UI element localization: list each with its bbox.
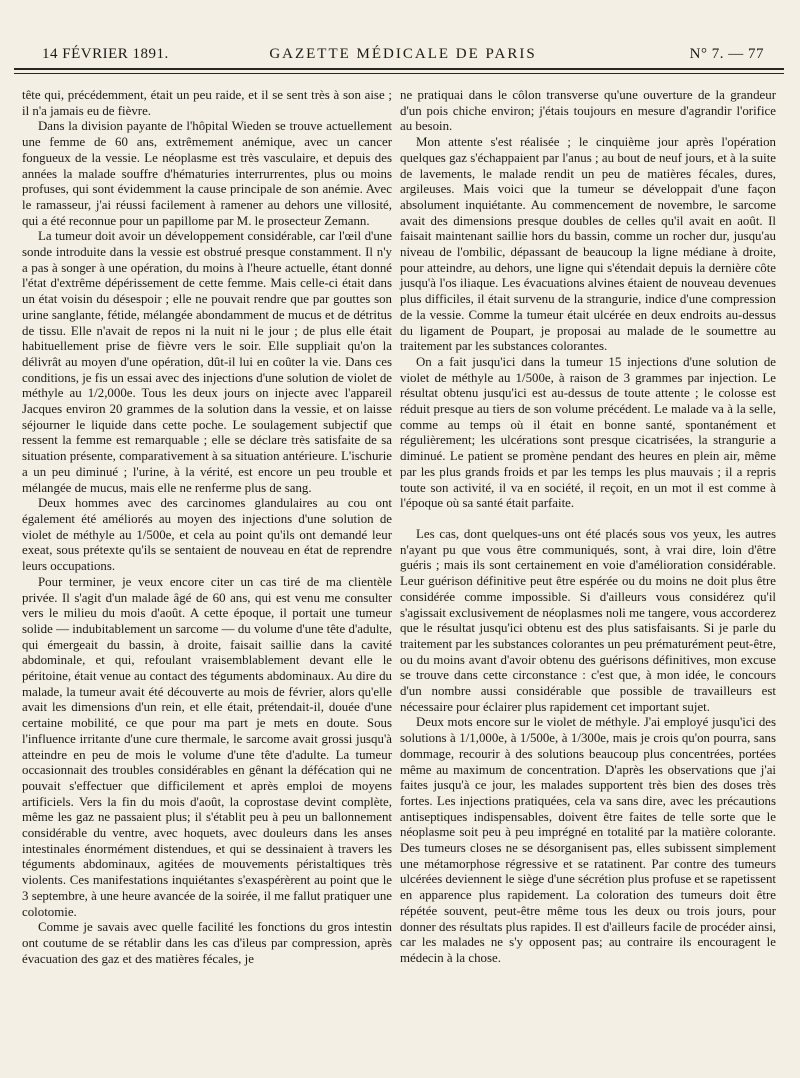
paragraph: ne pratiquai dans le côlon transverse qu'une ouverture de la grandeur d'un pois chiche environ; j'étais toujours en mesure d'agrandir l'orifice au besoin. bbox=[400, 88, 776, 134]
issue-date: 14 FÉVRIER 1891. bbox=[42, 46, 169, 62]
header-rule bbox=[14, 68, 784, 74]
running-head bbox=[42, 46, 764, 64]
left-column bbox=[22, 88, 392, 967]
paragraph: Deux hommes avec des carcinomes glandulaires au cou ont également été améliorés au moyen des injections d'une solution de violet de méthyle au 1/500e, et cela au point qu'ils ont demandé leur exeat, sous prétexte qu'ils se sentaient de nouveau en état de reprendre leurs occupations. bbox=[22, 496, 392, 574]
paragraph: La tumeur doit avoir un développement considérable, car l'œil d'une sonde introduite dans la vessie est obstrué presque constamment. Il n'y a pas à songer à une opération, du moins à l'heure actuelle, étant donné l'état d'extrême dépérissement de cette femme. Mais celle-ci était dans un état voisin du désespoir ; elle ne pouvait rendre que par gouttes son urine sanglante, fétide, mélangée abondamment de mucus et de détritus de tissu. Elle n'avait de repos ni la nuit ni le jour ; de plus elle était habituellement prise de fièvre vers le soir. Elle suppliait qu'on la délivrât au moyen d'une opération, dût-il lui en coûter la vie. Dans ces conditions, je fis un essai avec des injections d'une solution de violet de méthyle au 1/2,000e. Tous les deux jours on injecte avec l'appareil Jacques environ 20 grammes de la solution dans la vessie, et on laisse séjourner le liquide dans cette poche. Le soulagement subjectif que ressent la femme est remarquable ; elle se déclare très satisfaite de sa situation présente, comparativement à sa situation antérieure. L'ischurie a un peu diminué ; l'urine, à la vérité, est encore un peu trouble et mélangée de mucus, mais elle ne renferme plus de sang. bbox=[22, 229, 392, 495]
paragraph: Dans la division payante de l'hôpital Wieden se trouve actuellement une femme de 60 ans, extrêmement anémique, avec un cancer fongueux de la vessie. Le néoplasme est très vasculaire, et depuis des années la malade souffre d'hématuries interrurrentes, plus ou moins profuses, qui sont évidemment la cause principale de son anémie. Avec le ramasseur, j'ai réussi facilement à ramener au dehors une villosité, qui a été reconnue pour un papillome par M. le prosecteur Zemann. bbox=[22, 119, 392, 228]
paragraph: Pour terminer, je veux encore citer un cas tiré de ma clientèle privée. Il s'agit d'un malade âgé de 60 ans, qui est venu me consulter vers le milieu du mois d'août. A cette époque, il portait une tumeur solide — indubitablement un sarcome — du volume d'une tête d'adulte, qui émergeait du bassin, à droite, faisait saillie dans la cavité abdominale, et qui, refoulant vraisemblablement devant elle le péritoine, était venue au contact des téguments abdominaux. Au dire du malade, la tumeur avait été découverte au mois de février, alors qu'elle avait les dimensions d'un rein, et elle était, prétendait-il, douée d'une certaine mobilité, ce que pour ma part je mets en doute. Sous l'influence irritante d'une cure thermale, le sarcome avait grossi jusqu'à atteindre en peu de mois le volume d'une tête d'adulte. La tumeur occasionnait des troubles considérables en gênant la défécation qui ne pouvait s'effectuer que difficilement et après emploi de moyens artificiels. Vers la fin du mois d'août, la coprostase devint complète, même les gaz ne passaient plus; il s'établit peu à peu un ballonnement considérable du ventre, avec hoquets, avec douleurs dans les anses intestinales énormément distendues, et qui se dessinaient à travers les téguments abdominaux, agitées de mouvements péristaltiques très violents. Ces manifestations inquiétantes s'exaspérèrent au point que le 3 septembre, à une heure avancée de la soirée, il me fallut pratiquer une colotomie. bbox=[22, 574, 392, 919]
paragraph: Les cas, dont quelques-uns ont été placés sous vos yeux, les autres n'ayant pu que vous être communiqués, sont, à vrai dire, loin d'être guéris ; mais ils sont certainement en voie d'amélioration considérable. Leur guérison définitive peut être espérée ou du moins ne doit plus être considérée comme impossible. Si d'ailleurs vous considérez qu'il s'agissait exclusivement de néoplasmes noli me tangere, vous accorderez que le résultat jusqu'ici obtenu est des plus satisfaisants. Si je parle du traitement par les substances colorantes un peu prématurément peut-être, ou du moins avant d'avoir obtenu des guérisons définitives, mon excuse se trouve dans cette circonstance : c'est que, à mon idée, le concours d'un nombre aussi considérable que possible de travailleurs est nécessaire pour éclairer plus rapidement cet important sujet. bbox=[400, 526, 776, 714]
journal-title: GAZETTE MÉDICALE DE PARIS bbox=[269, 46, 537, 62]
paragraph: Mon attente s'est réalisée ; le cinquième jour après l'opération quelques gaz s'échappaient par l'anus ; au bout de neuf jours, et à la suite de lavements, le malade rendit un peu de matières fécales, dures, argileuses. Mais voici que la tumeur se développait d'une façon absolument inquiétante. Au commencement de novembre, le sarcome avait des dimensions presque doubles de celles qu'il avait en août. Il faisait maintenant saillie hors du bassin, comme un rocher dur, jusqu'au niveau de l'ombilic, dépassant de beaucoup la ligne médiane à droite, pour atteindre, au dehors, une ligne qui s'étendait depuis la dernière côte jusqu'à l'os iliaque. Les évacuations alvines étaient de nouveau devenues plus difficiles, il était survenu de la strangurie, indice d'une compression de la vessie. Comme la tumeur était ulcérée en deux endroits au-dessus du ligament de Poupart, je proposai au malade de le soumettre au traitement par les substances colorantes. bbox=[400, 135, 776, 354]
paragraph: On a fait jusqu'ici dans la tumeur 15 injections d'une solution de violet de méthyle au 1/500e, à raison de 3 grammes par injection. Le résultat obtenu jusqu'ici est au-dessus de toute attente ; le colosse est réduit presque au tiers de son volume précédent. Le malade va à la selle, comme au temps où il était en bonne santé, spontanément et régulièrement; les ulcérations sont presque cicatrisées, la strangurie a diminué. Le patient se promène pendant des heures en plein air, même par les plus grands froids et par les temps les plus mauvais ; il a repris toute son activité, il va en société, il reçoit, en un mot il est comme à l'époque où sa santé était parfaite. bbox=[400, 354, 776, 511]
section-gap bbox=[400, 512, 776, 527]
issue-page-number: N° 7. — 77 bbox=[689, 46, 764, 62]
paragraph: tête qui, précédemment, était un peu raide, et il se sent très à son aise ; il n'a jamais eu de fièvre. bbox=[22, 88, 392, 118]
right-column bbox=[400, 88, 776, 967]
paragraph: Deux mots encore sur le violet de méthyle. J'ai employé jusqu'ici des solutions à 1/1,000e, à 1/500e, à 1/300e, mais je crois qu'on pourra, sans dommage, recourir à des solutions beaucoup plus concentrées, portées même au maximum de concentration. D'après les observations que j'ai faites jusqu'à ce jour, les malades supportent très bien des doses très fortes. Les injections pratiquées, cela va sans dire, avec les précautions antiseptiques indispensables, doivent être faites de telle sorte que le néoplasme soit peu à peu imprégné en totalité par la matière colorante. Des tumeurs closes ne se désorganisent pas, elles subissent simplement une métamorphose régressive et se ratatinent. Par contre des tumeurs ulcérées deviennent le siège d'une sécrétion plus profuse et se rapetissent en apparence plus rapidement. La coloration des tumeurs doit être répétée souvent, peut-être même tous les deux ou trois jours, pour donner des résultats plus rapides. Il est d'ailleurs facile de procéder ainsi, car les malades ne s'y opposent pas; au contraire ils encouragent le médecin à la chose. bbox=[400, 715, 777, 965]
paragraph: Comme je savais avec quelle facilité les fonctions du gros intestin ont coutume de se rétablir dans les cas d'ileus par compression, après évacuation des gaz et des matières fécales, je bbox=[22, 920, 392, 966]
